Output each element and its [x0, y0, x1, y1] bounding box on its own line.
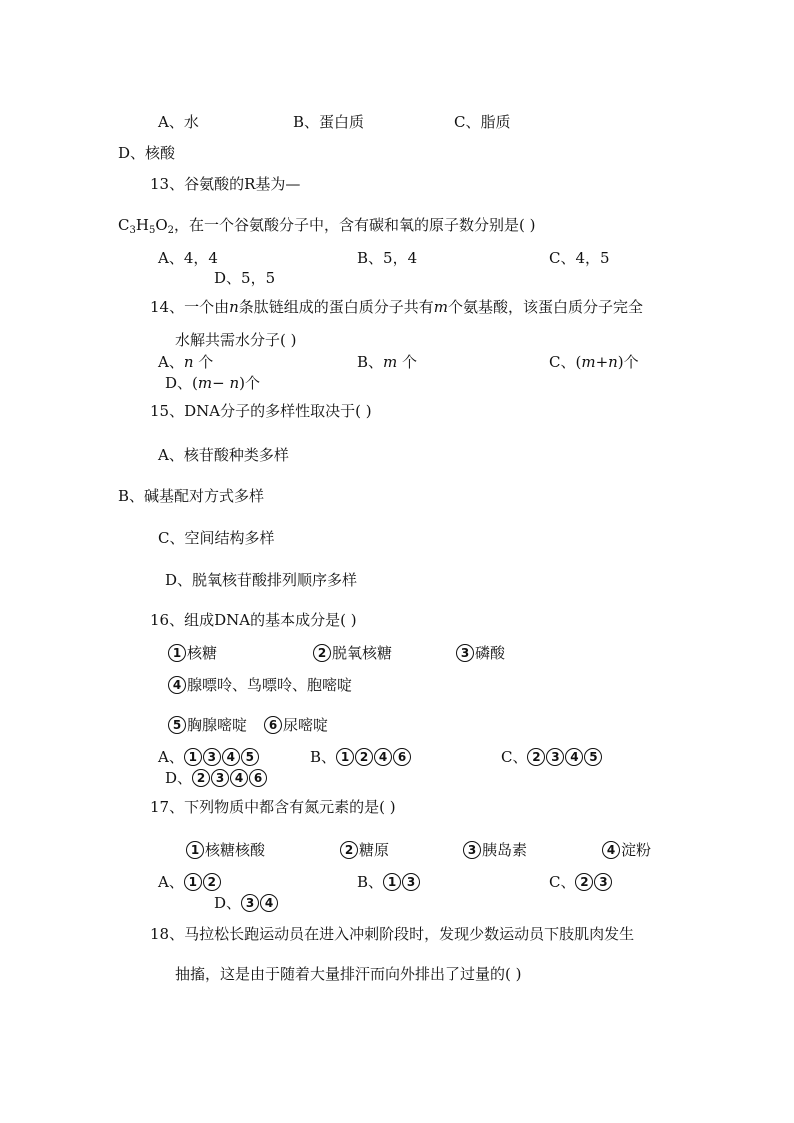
q16-item-1: 1 核糖 — [168, 643, 217, 663]
q13-option-c: C、4，5 — [549, 249, 610, 267]
q16-item-6: 6 尿嘧啶 — [264, 715, 328, 735]
q17-item-1: 1 核糖核酸 — [186, 840, 265, 860]
q15-option-d: D、脱氧核苷酸排列顺序多样 — [165, 571, 358, 589]
option-a: A、水 — [158, 113, 199, 131]
question-14-stem: 14、一个由n条肽链组成的蛋白质分子共有m个氨基酸，该蛋白质分子完全 — [150, 298, 644, 316]
option-d: D、核酸 — [118, 144, 176, 162]
q14-option-c: C、(m+n)个 — [549, 353, 639, 371]
q16-item-3: 3 磷酸 — [456, 643, 505, 663]
question-14-stem-cont: 水解共需水分子( ) — [175, 331, 297, 349]
q16-option-b: B、 1 2 4 6 — [310, 747, 412, 767]
q16-item-2: 2 脱氧核糖 — [313, 643, 392, 663]
option-c: C、脂质 — [454, 113, 511, 131]
question-17-stem: 17、下列物质中都含有氮元素的是( ) — [150, 798, 396, 816]
q15-option-b: B、碱基配对方式多样 — [118, 487, 265, 505]
q17-option-b: B、 1 3 — [357, 872, 421, 892]
q17-item-3: 3 胰岛素 — [463, 840, 527, 860]
q14-option-d: D、(m− n)个 — [165, 374, 260, 392]
q15-option-c: C、空间结构多样 — [158, 529, 275, 547]
q16-option-c: C、 2 3 4 5 — [501, 747, 603, 767]
q17-option-c: C、 2 3 — [549, 872, 613, 892]
question-18-stem: 18、马拉松长跑运动员在进入冲刺阶段时，发现少数运动员下肢肌肉发生 — [150, 925, 635, 943]
question-13-stem: 13、谷氨酸的R基为— — [150, 175, 301, 193]
option-b: B、蛋白质 — [293, 113, 365, 131]
question-15-stem: 15、DNA分子的多样性取决于( ) — [150, 402, 372, 420]
q16-option-a: A、 1 3 4 5 — [158, 747, 260, 767]
q15-option-a: A、核苷酸种类多样 — [158, 446, 289, 464]
q16-option-d: D、 2 3 4 6 — [165, 768, 268, 788]
q13-option-a: A、4，4 — [158, 249, 218, 267]
q17-option-d: D、 3 4 — [214, 893, 279, 913]
q14-option-b: B、m 个 — [357, 353, 418, 371]
question-18-stem-cont: 抽搐，这是由于随着大量排汗而向外排出了过量的( ) — [175, 965, 522, 983]
q16-item-4: 4 腺嘌呤、鸟嘌呤、胞嘧啶 — [168, 675, 352, 695]
q17-item-2: 2 糖原 — [340, 840, 389, 860]
question-16-stem: 16、组成DNA的基本成分是( ) — [150, 611, 357, 629]
q16-item-5: 5 胸腺嘧啶 — [168, 715, 247, 735]
q17-item-4: 4 淀粉 — [602, 840, 651, 860]
q13-option-b: B、5，4 — [357, 249, 418, 267]
q14-option-a: A、n 个 — [158, 353, 214, 371]
q13-option-d: D、5，5 — [214, 269, 276, 287]
question-13-stem-cont: $C_3H_5O_2$，在一个谷氨酸分子中，含有碳和氧的原子数分别是( ) — [118, 216, 536, 236]
q17-option-a: A、 1 2 — [158, 872, 222, 892]
